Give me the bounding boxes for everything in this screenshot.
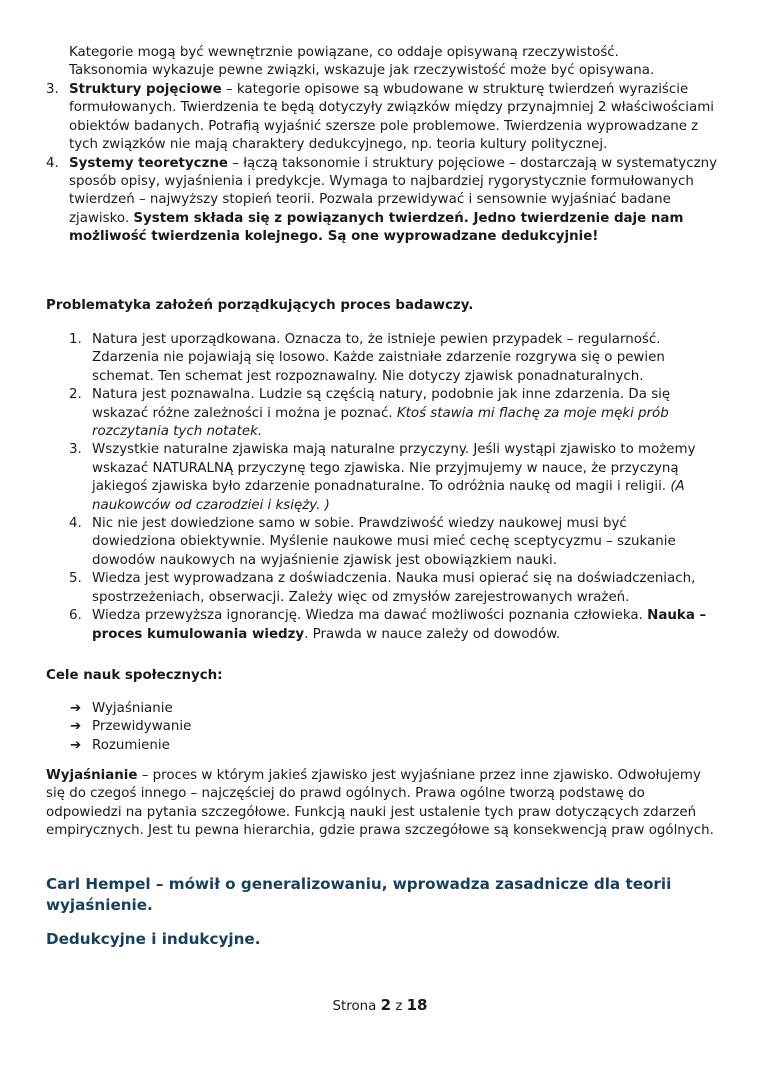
term: Wyjaśnianie [46, 768, 138, 783]
goal-label: Przewidywanie [92, 719, 192, 735]
list-item [69, 607, 709, 644]
term: Struktury pojęciowe [69, 82, 222, 97]
term: Systemy teoretyczne [69, 155, 229, 171]
list-number: 5. [69, 571, 82, 587]
item-italic-note: (A naukowców od czarodziei i księży. ) [92, 479, 685, 513]
item-italic-note: Ktoś stawia mi flachę za moje męki prób rozczytania tych notatek. [92, 405, 669, 440]
item-text: Wiedza przewyższa ignorancję. Wiedza ma dawać możliwości poznania człowieka. [92, 608, 648, 624]
section-heading-assumptions: Problematyka założeń porządkujących proces badawczy. [46, 298, 474, 313]
arrow-right-icon: ➔ [70, 701, 82, 716]
item-text: – łączą taksonomie i struktury pojęciowe – dostarczają w systematyczny sposób opisy, wyjaśnienia i predykcje. Wymaga to najbardziej rygorystycznie formułowanych twierdzeń – najwyższy stopień teorii. Pozwala przewidywać i sensownie wyjaśniać badane zjawisko. [69, 155, 718, 226]
heading-hempel: Carl Hempel – mówił o generalizowaniu, wprowadza zasadnicze dla teorii wyjaśnienie. [46, 875, 672, 914]
goal-label: Rozumienie [92, 737, 170, 753]
continuation-line: Kategorie mogą być wewnętrznie powiązane, co oddaje opisywaną rzeczywistość. [69, 45, 619, 60]
continuation-line: Taksonomia wykazuje pewne związki, wskazuje jak rzeczywistość może być opisywana. [69, 63, 655, 79]
item-text: – kategorie opisowe są wbudowane w strukturę twierdzeń wyraziście formułowanych. Twierdzenia te będą dotyczyły związków między przynajmniej 2 właściwościami obiektów badanych. Potrafią wyjaśnić szersze pole problemowe. Twierdzenia wyprowadzane z tych związków nie mają charaktery dedukcyjnego, np. teoria kultury politycznej. [69, 82, 714, 153]
list-item [70, 718, 191, 736]
goals-list [70, 700, 191, 755]
list-number: 1. [69, 332, 82, 347]
list-number: 3. [46, 82, 59, 97]
paragraph-text: – proces w którym jakieś zjawisko jest wyjaśniane przez inne zjawisko. Odwołujemy się do czegoś innego – najczęściej do prawd ogólnych. Prawa ogólne tworzą podstawę do odpowiedzi na pytania szczegółowe. Funkcją nauki jest ustalenie tych praw dotyczących zdarzeń empirycznych. Jest tu pewna hierarchia, gdzie prawa szczegółowe są konsekwencją praw ogólnych. [46, 768, 714, 839]
list-number: 4. [69, 516, 82, 532]
explanation-paragraph [46, 767, 718, 841]
current-page-number: 2 [380, 996, 392, 1014]
list-item [69, 570, 709, 607]
item-text: Wszystkie naturalne zjawiska mają naturalne przyczyny. Jeśli wystąpi zjawisko to możemy wskazać NATURALNĄ przyczynę tego zjawiska. Nie przyjmujemy w nauce, że przyczyną jakiegoś zjawiska było zdarzenie ponadnaturalne. To odróżnia naukę od magii i religii. [92, 442, 696, 495]
list-item [46, 155, 726, 247]
heading-deduction-induction: Dedukcyjne i indukcyjne. [46, 930, 261, 948]
section-heading-goals: Cele nauk społecznych: [46, 668, 223, 683]
assumptions-list [69, 331, 709, 644]
item-bold-phrase: Nauka – proces kumulowania wiedzy [92, 608, 707, 642]
list-item [69, 386, 709, 441]
item-text: Nic nie jest dowiedzione samo w sobie. Prawdziwość wiedzy naukowej musi być dowiedziona obiektywnie. Myślenie naukowe musi mieć cechę sceptycyzmu – szukanie dowodów naukowych na wyjaśnienie zjawisk jest obowiązkiem nauki. [92, 516, 676, 568]
list-number: 6. [69, 608, 82, 624]
list-number: 3. [69, 442, 82, 458]
list-item [70, 700, 191, 718]
item-bold-tail: System składa się z powiązanych twierdzeń. Jedno twierdzenie daje nam możliwość twierdzenia kolejnego. Są one wyprowadzane dedukcyjnie! [69, 210, 684, 245]
list-item [70, 737, 191, 755]
item-text: Wiedza jest wyprowadzana z doświadczenia. Nauka musi opierać się na doświadczeniach, spostrzeżeniach, obserwacji. Zależy więc od zmysłów zarejestrowanych wrażeń. [92, 571, 696, 605]
footer-prefix: Strona [332, 999, 381, 1014]
list-item [69, 515, 709, 570]
arrow-right-icon: ➔ [70, 737, 82, 753]
arrow-right-icon: ➔ [70, 719, 82, 735]
list-item [69, 441, 709, 515]
list-item [69, 331, 709, 386]
item-text-tail: . Prawda w nauce zależy od dowodów. [304, 626, 561, 642]
continuation-text [69, 44, 729, 81]
footer-separator: z [391, 999, 407, 1014]
item-text: Natura jest uporządkowana. Oznacza to, że istnieje pewien przypadek – regularność. Zdarzenia nie pojawiają się losowo. Każde zaistniałe zdarzenie rozgrywa się o pewien schemat. Ten schemat jest rozpoznawalny. Nie dotyczy zjawisk ponadnaturalnych. [92, 332, 665, 384]
goal-label: Wyjaśnianie [92, 701, 173, 716]
list-number: 4. [46, 155, 59, 171]
page-footer [0, 996, 760, 1016]
total-pages: 18 [406, 996, 428, 1014]
item-text: Natura jest poznawalna. Ludzie są częścią natury, podobnie jak inne zdarzenia. Da się wskazać różne zależności i można je poznać. [92, 387, 671, 421]
list-number: 2. [69, 387, 82, 403]
levels-list [46, 81, 726, 247]
list-item [46, 81, 726, 155]
